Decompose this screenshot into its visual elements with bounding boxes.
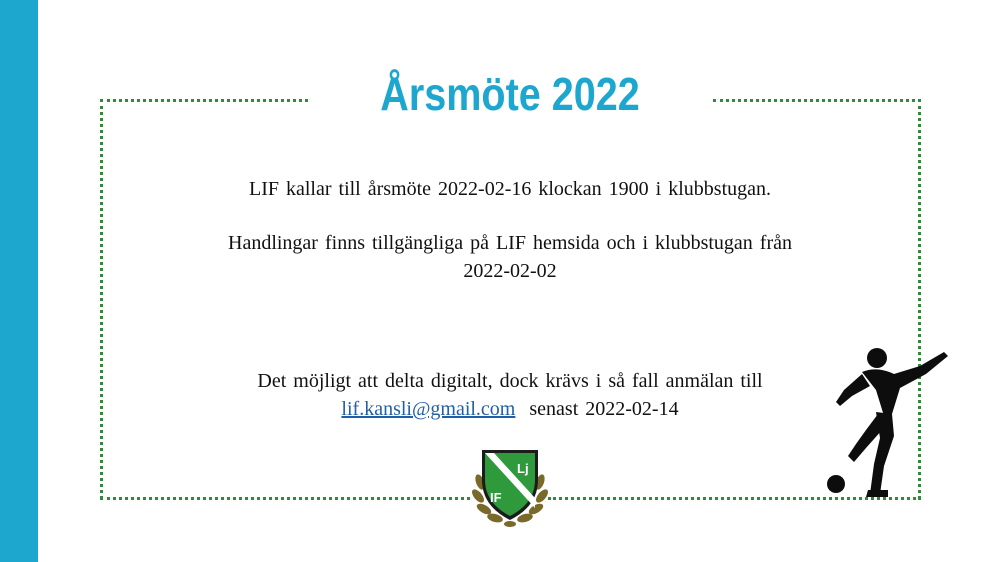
frame-border-left (100, 99, 103, 499)
frame-border-top-right (713, 99, 921, 102)
svg-text:Lj: Lj (517, 461, 529, 476)
frame-border-bottom-left (100, 497, 470, 500)
page-title: Årsmöte 2022 (380, 68, 640, 120)
frame-border-top-left (100, 99, 308, 102)
documents-date: 2022-02-02 (463, 260, 557, 282)
football-player-silhouette-icon (822, 344, 952, 499)
digital-participation-info (140, 367, 880, 423)
announcement-text: LIF kallar till årsmöte 2022-02-16 klockan 1900 i klubbstugan. (248, 178, 772, 200)
digital-text-line1: Det möjligt att delta digitalt, dock krävs i så fall anmälan till (257, 370, 763, 392)
documents-info (140, 229, 880, 285)
svg-text:IF: IF (490, 490, 502, 505)
meeting-announcement (140, 175, 880, 203)
side-accent-bar (0, 0, 38, 562)
deadline-text: senast 2022-02-14 (529, 398, 679, 420)
email-link[interactable]: lif.kansli@gmail.com (341, 398, 516, 420)
documents-text-line1: Handlingar finns tillgängliga på LIF hemsida och i klubbstugan från (228, 232, 792, 254)
club-crest-icon (470, 440, 550, 530)
